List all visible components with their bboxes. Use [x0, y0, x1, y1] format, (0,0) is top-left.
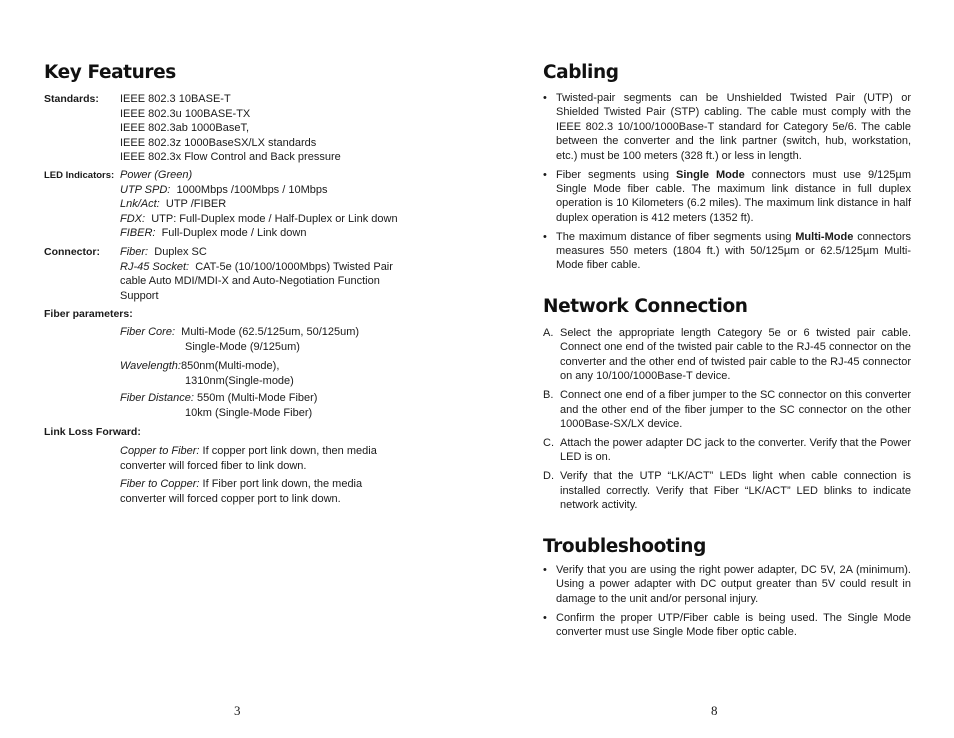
wavelength: Wavelength:850nm(Multi-mode), 1310nm(Single-mode) [120, 360, 294, 387]
led-power: Power (Green) [120, 169, 193, 181]
troubleshooting-heading: Troubleshooting [543, 536, 706, 557]
llf-label: Link Loss Forward: [44, 426, 141, 438]
led-values: Power (Green) UTP SPD: 1000Mbps /100Mbps / 10Mbps Lnk/Act: UTP /FIBER FDX: UTP: Full-Duplex mode / Half-Duplex or Link down FIBER: Full-Duplex mode / Link down [120, 169, 398, 239]
list-item: C. Attach the power adapter DC jack to the converter. Verify that the Power LED is on. [543, 436, 911, 464]
list-item: • Verify that you are using the right power adapter, DC 5V, 2A (minimum). Using a power adapter with DC output greater than 5V could result in damage to the unit and/or personal injury. [543, 564, 911, 605]
standard-line: IEEE 802.3x Flow Control and Back pressure [120, 151, 341, 163]
list-item: • The maximum distance of fiber segments using Multi-Mode connectors measures 550 meters (1804 ft.) with 50/125µm or 62.5/125µm Multi-Mode fiber cable. [543, 230, 911, 272]
list-item: A. Select the appropriate length Category 5e or 6 twisted pair cable. Connect one end of the twisted pair cable to the RJ-45 connector on the converter and the other end of twisted pair cable to the RJ-45 connector on any 10/100/1000Base-T device. [543, 327, 911, 383]
list-item: • Fiber segments using Single Mode connectors must use 9/125µm Single Mode fiber cable. The maximum link distance in full duplex operation is 10 Kilometers (6.2 miles). The maximum link distance in half duplex operation is 412 meters (1352 ft). [543, 168, 912, 224]
troubleshooting-list [543, 563, 911, 644]
fiber-distance: Fiber Distance: 550m (Multi-Mode Fiber) 10km (Single-Mode Fiber) [120, 392, 318, 419]
connector-label: Connector: [44, 246, 100, 258]
fiber-core: Fiber Core: Multi-Mode (62.5/125um, 50/125um) Single-Mode (9/125um) [120, 326, 360, 353]
list-item: B. Connect one end of a fiber jumper to the SC connector on this converter and the other end of the fiber jumper to the SC connector on the other 1000Base-SX/LX device. [543, 389, 911, 430]
fiber-to-copper: Fiber to Copper: If Fiber port link down, the media converter will forced copper port to link down. [120, 478, 363, 505]
page-number-right: 8 [711, 703, 718, 718]
key-features-heading: Key Features [44, 62, 176, 83]
cabling-heading: Cabling [543, 62, 619, 83]
list-item: • Confirm the proper UTP/Fiber cable is being used. The Single Mode converter must use Single Mode fiber optic cable. [543, 611, 911, 639]
network-connection-heading: Network Connection [543, 296, 748, 317]
network-steps [543, 326, 911, 517]
page-number-left: 3 [234, 703, 241, 718]
standard-line: IEEE 802.3 10BASE-T [120, 93, 231, 105]
connector-values: Fiber: Duplex SC RJ-45 Socket: CAT-5e (10/100/1000Mbps) Twisted Pair cable Auto MDI/MDI-X and Auto-Negotiation Function Support [120, 246, 393, 302]
list-item: • Twisted-pair segments can be Unshielded Twisted Pair (UTP) or Shielded Twisted Pair (STP) cabling. The cable must comply with the IEEE 802.3 10/100/1000Base-T standard for Category 5e/6. The cable between the converter and the link partner (switch, hub, workstation, etc.) must be 100 meters (328 ft.) or less in length. [543, 92, 911, 162]
copper-to-fiber: Copper to Fiber: If copper port link down, then media converter will forced fiber to link down. [120, 445, 377, 472]
standards-label: Standards: [44, 93, 99, 105]
fiber-params-label: Fiber parameters: [44, 308, 133, 320]
standard-line: IEEE 802.3z 1000BaseSX/LX standards [120, 136, 317, 149]
cabling-list [543, 91, 911, 277]
standards-values [120, 92, 440, 165]
standard-line: IEEE 802.3ab 1000BaseT, [120, 122, 250, 134]
led-label: LED Indicators: [44, 170, 115, 181]
list-item: D. Verify that the UTP “LK/ACT” LEDs light when cable connection is installed correctly. Verify that Fiber “LK/ACT” LED blinks to indicate network activity. [543, 470, 911, 511]
standard-line: IEEE 802.3u 100BASE-TX [120, 107, 251, 120]
